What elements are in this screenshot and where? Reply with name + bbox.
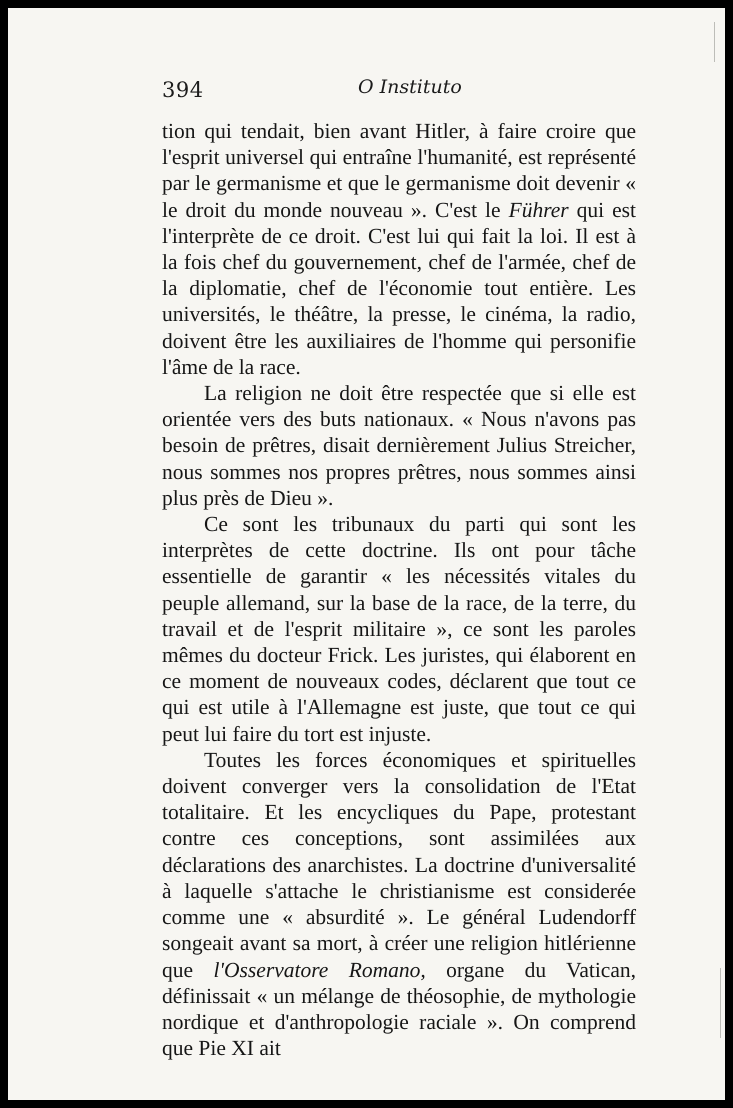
text-run: La religion ne doit être respectée que si elle est orientée vers des buts nationaux. « Nous n'avons pas besoin de prêtres, disait dernièrement Julius Streicher, nous sommes nos propres prêtres, nous sommes ainsi plus près de Dieu ». <box>162 381 636 510</box>
text-run: organe du Vatican, définissait « un mélange de théosophie, de mythologie nordique et d'anthropologie raciale ». On comprend que Pie XI ait <box>162 957 637 1061</box>
text-run: tion qui tendait, bien avant Hitler, à faire croire que l'esprit universel qui entraîne l'humanité, est représenté par le germanisme et que le germanisme doit devenir « le droit du monde nouveau ». C'est le <box>162 119 636 222</box>
italic-run: l'Osservatore Romano, <box>213 957 426 982</box>
paragraph-4 <box>162 747 636 1061</box>
running-title: O Instituto <box>358 76 462 98</box>
text-run: qui est l'interprète de ce droit. C'est lui qui fait la loi. Il est à la fois chef du gouvernement, chef de l'armée, chef de la diplomatie, chef de l'économie tout entière. Les universités, le théâtre, la presse, le cinéma, la radio, doivent être les auxiliaires de l'homme qui personifie l'âme de la race. <box>162 197 637 379</box>
scan-edge-mark <box>714 22 715 62</box>
scan-edge-mark <box>720 968 721 1038</box>
paragraph-3 <box>162 511 636 747</box>
paragraph-2 <box>162 380 636 511</box>
italic-run: Führer <box>508 197 569 222</box>
text-run: Toutes les forces économiques et spirituelles doivent converger vers la consolidation de l'Etat totalitaire. Et les encycliques du Pape, protestant contre ces conceptions, sont assimilées aux déclarations des anarchistes. La doctrine d'universalité à laquelle s'attache le christianisme est considerée comme une « absurdité ». Le général Ludendorff songeait avant sa mort, à créer une religion hitlérienne que <box>162 747 636 982</box>
scanned-page <box>8 8 725 1100</box>
paragraph-1 <box>162 118 636 380</box>
page-number: 394 <box>162 78 204 102</box>
body-text <box>162 118 636 1061</box>
text-run: Ce sont les tribunaux du parti qui sont les interprètes de cette doctrine. Ils ont pour tâche essentielle de garantir « les nécessités vitales du peuple allemand, sur la base de la race, de la terre, du travail et de l'esprit militaire », ce sont les paroles mêmes du docteur Frick. Les juristes, qui élaborent en ce moment de nouveaux codes, déclarent que tout ce qui est utile à l'Allemagne est juste, que tout ce qui peut lui faire du tort est injuste. <box>162 512 636 746</box>
